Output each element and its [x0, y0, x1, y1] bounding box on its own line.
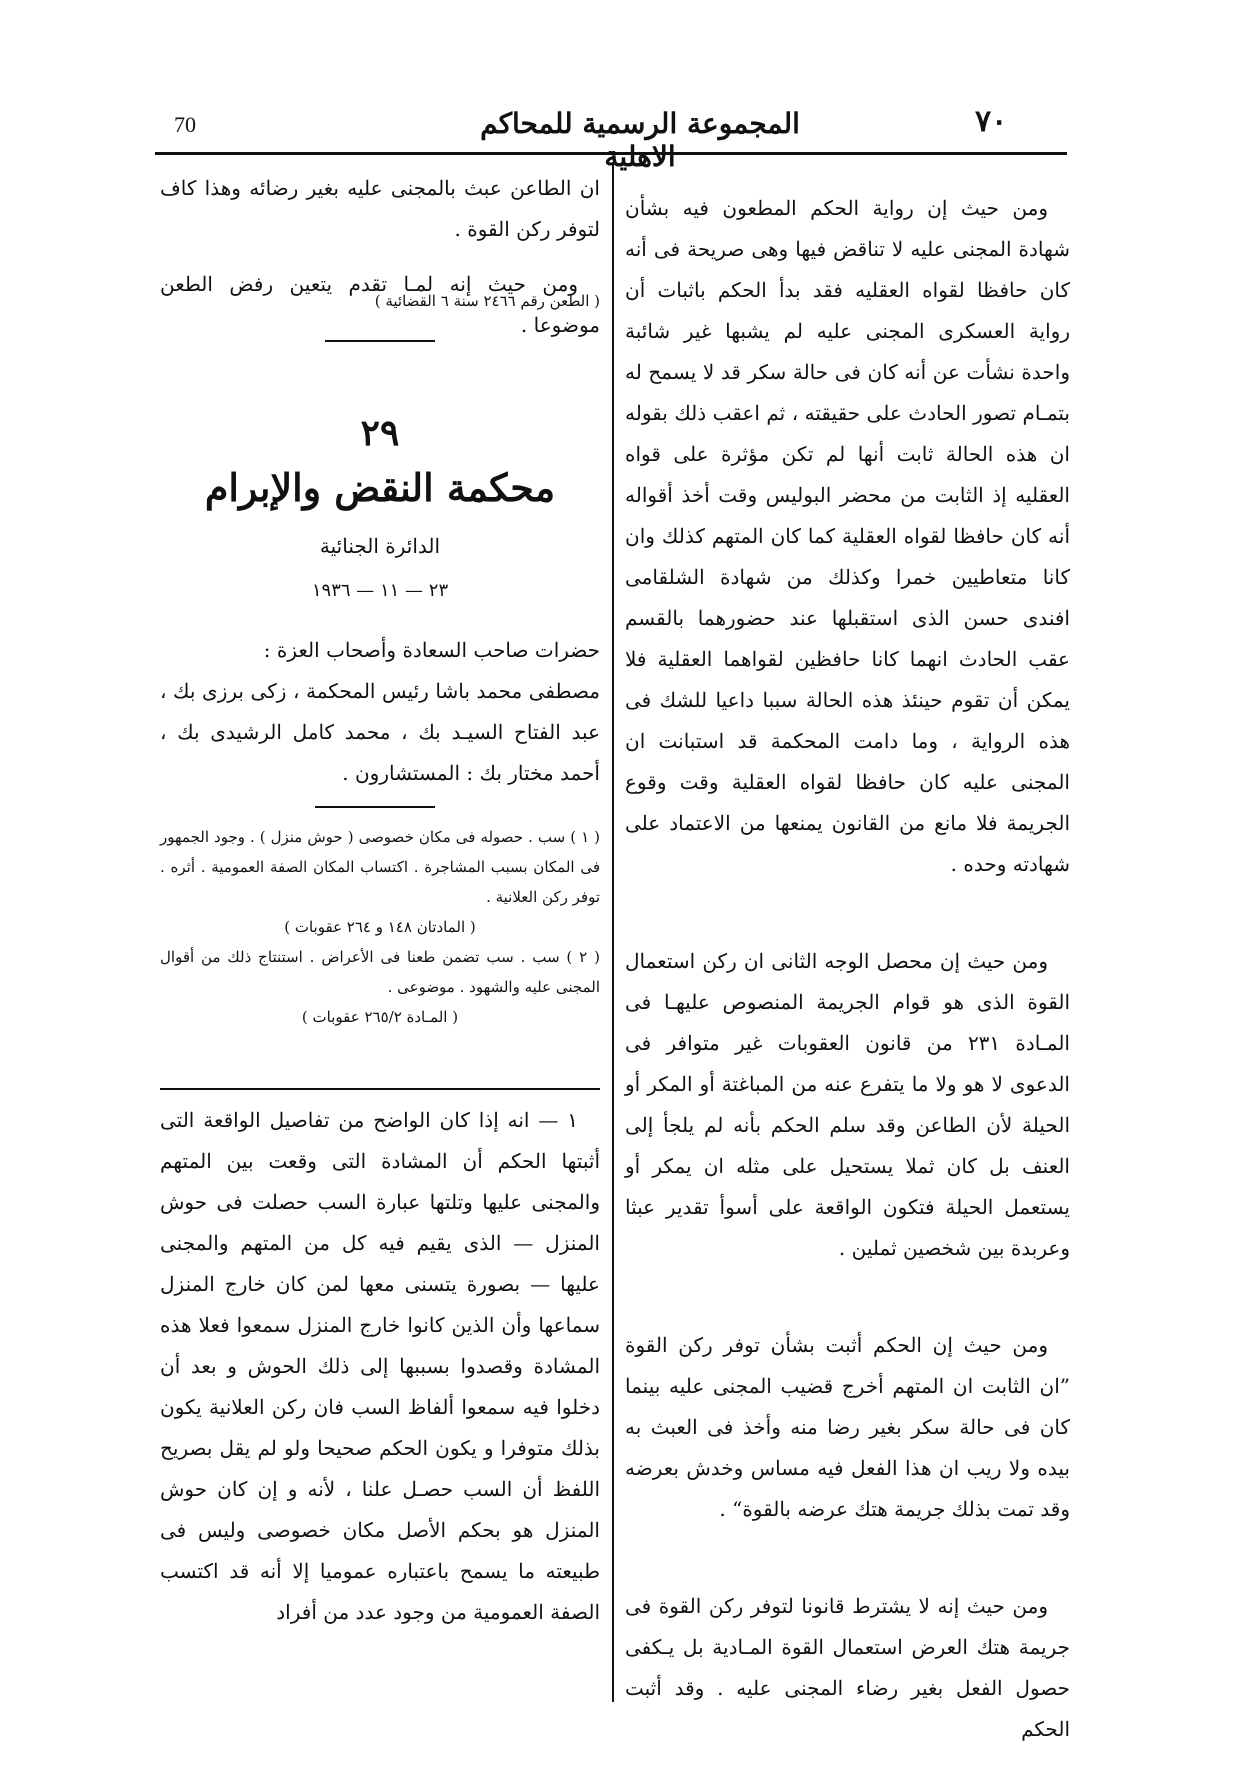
column-separator — [612, 162, 614, 1702]
page-number-arabic: ٧٠ — [975, 104, 1008, 139]
right-paragraph-3: ومن حيث إن الحكم أثبت بشأن توفر ركن القوة ”ان الثابت ان المتهم أخرج قضيب المجنى عليه بينما كان فى حالة سكر بغير رضا منه وأخذ فى العبث به بيده ولا ريب ان هذا الفعل فيه مساس وخدش بعرضه وقد تمت بذلك جريمة هتك عرضه بالقوة“ . — [625, 1333, 1070, 1521]
journal-title: المجموعة الرسمية للمحاكم الاهلية — [480, 107, 800, 173]
note-2-articles: ( المـادة ٢٦٥/٢ عقوبات ) — [301, 1008, 459, 1026]
judges-block — [160, 630, 600, 794]
division-name: الدائرة الجنائية — [319, 534, 441, 558]
judges-intro: حضرات صاحب السعادة وأصحاب العزة : — [263, 638, 600, 662]
left-body-text: ١ — انه إذا كان الواضح من تفاصيل الواقعة التى أثبتها الحكم أن المشادة التى وقعت بين المتهم والمجنى عليها وتلتها عبارة السب حصلت فى حوش المنزل — الذى يقيم فيه كل من المتهم والمجنى عليها — بصورة يتسنى معها لمن كان خارج المنزل سماعها وأن الذين كانوا خارج المنزل سمعوا فعلا هذه المشادة وقصدوا بسببها إلى ذلك الحوش و بعد أن دخلوا فيه سمعوا ألفاظ السب فان ركن العلانية يكون بذلك متوفرا و يكون الحكم صحيحا ولو لم يقل بصريح اللفظ أن السب حصـل علنا ، لأنه و إن كان حوش المنزل هو بحكم الأصل مكان خصوصى وليس فى طبيعته ما يسمح باعتباره عموميا إلا أنه قد اكتسب الصفة العمومية من وجود عدد من أفراد — [160, 1108, 600, 1624]
page-number-latin: 70 — [174, 112, 196, 137]
right-paragraph-2: ومن حيث إن محصل الوجه الثانى ان ركن استعمال القوة الذى هو قوام الجريمة المنصوص عليهـا فى المـادة ٢٣١ من قانون العقوبات غير متوافر فى الدعوى لا هو ولا ما يتفرع عنه من المباغتة أو المكر أو الحيلة لأن الطاعن وقد سلم الحكم بأنه لم يلجأ إلى العنف بل كان ثملا يستحيل على مثله ان يمكر أو يستعمل الحيلة فتكون الواقعة على أسوأ تقدير عبثا وعربدة بين شخصين ثملين . — [625, 949, 1070, 1260]
right-paragraph-1: ومن حيث إن رواية الحكم المطعون فيه بشأن شهادة المجنى عليه لا تناقض فيها وهى صريحة فى أنه كان حافظا لقواه العقليه فقد بدأ الحكم باثبات أن رواية العسكرى المجنى عليه لم يشبها غير شائبة واحدة نشأت عن أنه كان فى حالة سكر قد لا يسمح له بتمـام تصور الحادث على حقيقته ، ثم اعقب ذلك بقوله ان هذه الحالة ثابت أنها لم تكن مؤثرة على قواه العقليه إذ الثابت من محضر البوليس وقت أخذ أقواله أنه كان حافظا لقواه العقلية كما كان المتهم كذلك وان كانا متعاطيين خمرا وكذلك من شهادة الشلقامى افندى حسن الذى استقبلها عند حضورهما بالقسم عقب الحادث انهما كانا حافظين لقواهما العقلية فلا يمكن أن تقوم حينئذ هذه الحالة سببا داعيا للشك فى هذه الرواية ، وما دامت المحكمة قد استبانت ان المجنى عليه كان حافظا لقواه العقلية وقت وقوع الجريمة فلا مانع من القانون يمنعها من الاعتماد على شهادته وحده . — [625, 196, 1070, 876]
right-paragraph-4: ومن حيث إنه لا يشترط قانونا لتوفر ركن القوة فى جريمة هتك العرض استعمال القوة المـادية بل يـكفى حصول الفعل بغير رضاء المجنى عليه . وقد أثبت الحكم — [625, 1594, 1070, 1741]
separator-rule-1 — [325, 340, 435, 342]
headnotes — [160, 822, 600, 1032]
court-name: محكمة النقض والإبرام — [204, 465, 556, 510]
left-conclusion: ومن حيث إنه لمـا تقدم يتعين رفض الطعن موضوعا . — [160, 272, 600, 337]
left-body — [160, 1100, 600, 1633]
case-number: ٢٩ — [360, 412, 400, 454]
right-column — [625, 188, 1070, 1750]
session-date: ٢٣ — ١١ — ١٩٣٦ — [311, 580, 449, 601]
note-1: ( ١ ) سب . حصوله فى مكان خصوصى ( حوش منزل ) . وجود الجمهور فى المكان بسبب المشاجرة . اكتساب المكان الصفة العمومية . أثره . توفر ركن العلانية . — [160, 828, 600, 906]
separator-rule-3 — [160, 1088, 600, 1090]
left-intro-block — [160, 168, 600, 346]
separator-rule-2 — [315, 806, 435, 808]
appeal-reference: ( الطعن رقم ٢٤٦٦ سنة ٦ القضائية ) — [374, 292, 600, 310]
note-2: ( ٢ ) سب . سب تضمن طعنا فى الأعراض . استنتاج ذلك من أقوال المجنى عليه والشهود . موضوعى . — [160, 948, 600, 996]
header-rule — [155, 152, 1067, 155]
left-intro-text: ان الطاعن عبث بالمجنى عليه بغير رضائه وهذا كاف لتوفر ركن القوة . — [160, 176, 600, 241]
note-1-articles: ( المادتان ١٤٨ و ٢٦٤ عقوبات ) — [284, 918, 476, 936]
judges-names: مصطفى محمد باشا رئيس المحكمة ، زكى برزى بك ، عبد الفتاح السيـد بك ، محمد كامل الرشيدى بك ، أحمد مختار بك : المستشارون . — [160, 679, 600, 785]
